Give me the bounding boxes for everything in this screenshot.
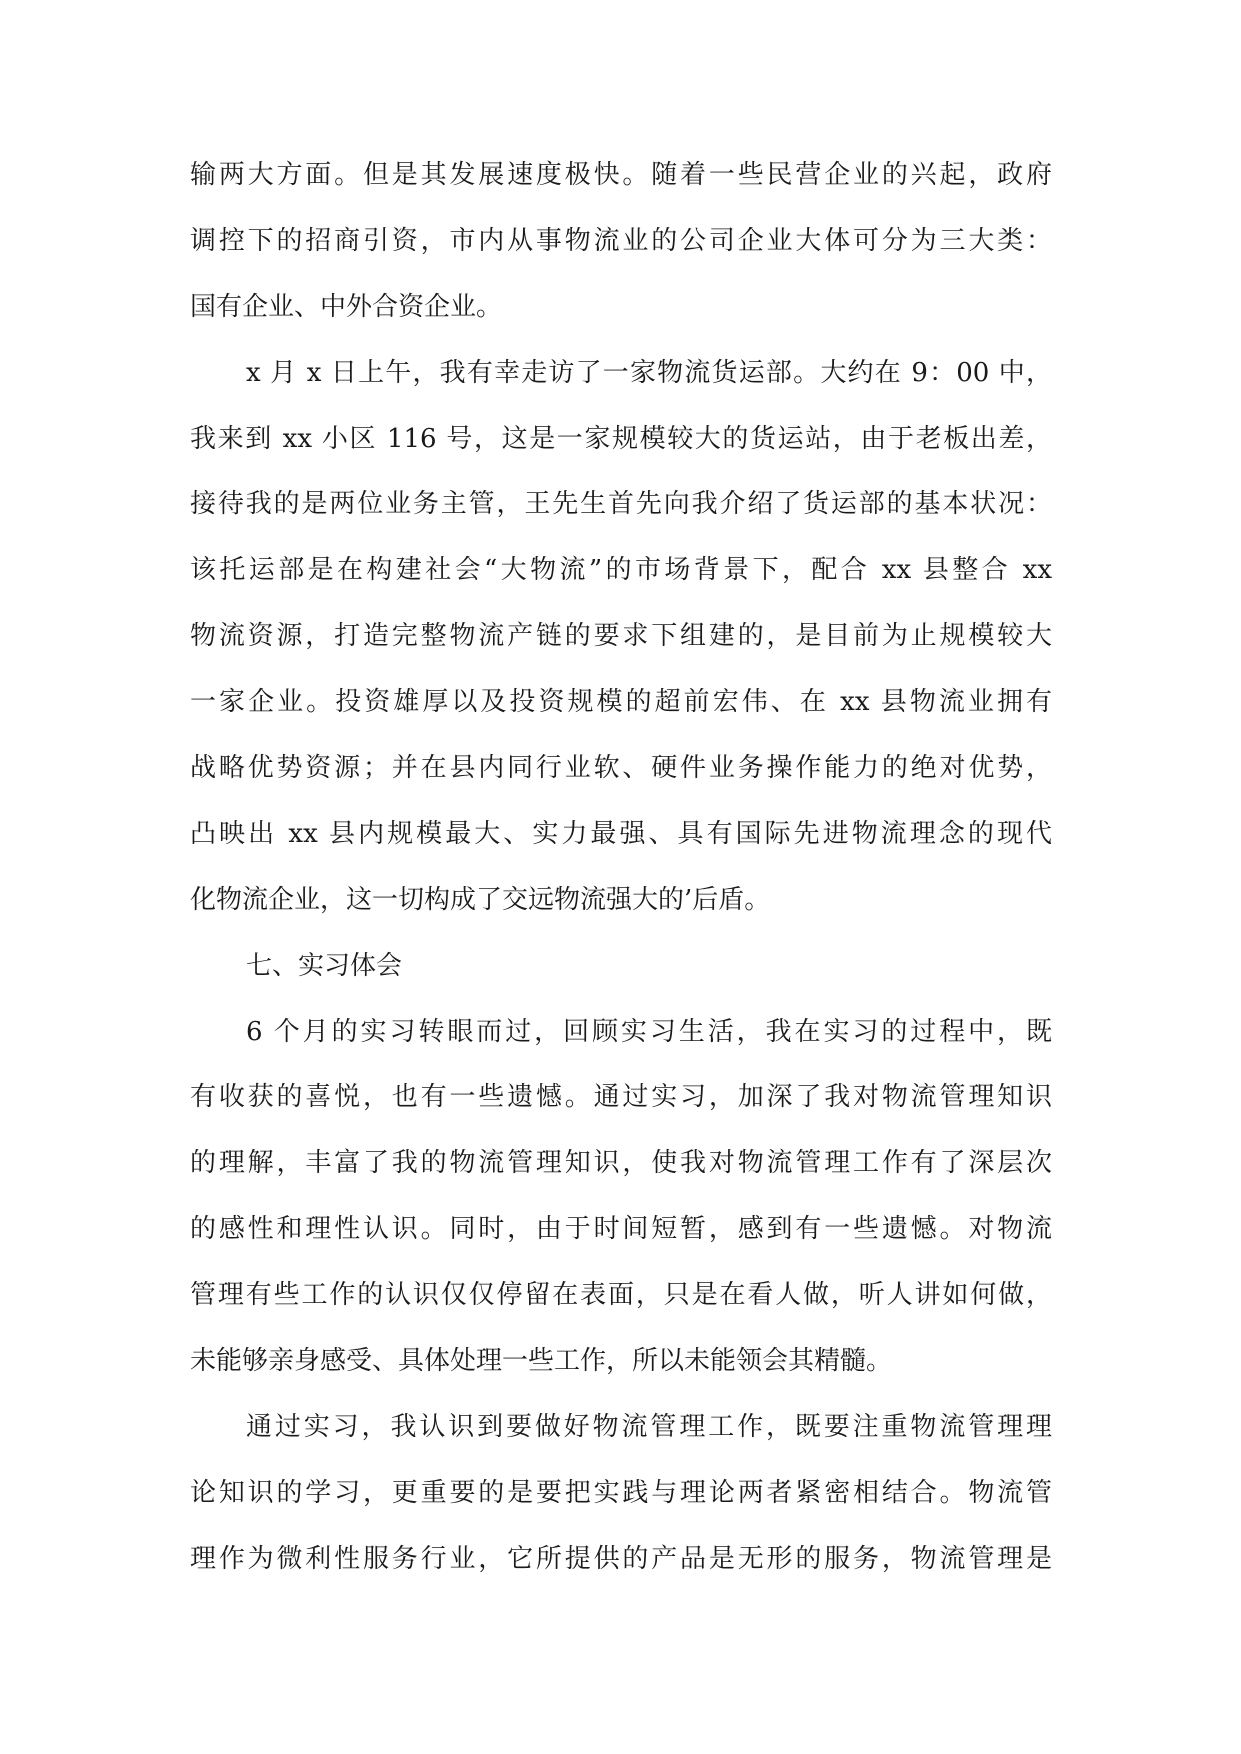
text-line: 调控下的招商引资，市内从事物流业的公司企业大体可分为三大类： bbox=[190, 225, 1052, 256]
text-line: 输两大方面。但是其发展速度极快。随着一些民营企业的兴起，政府 bbox=[190, 160, 1052, 190]
text-line: 管理有些工作的认识仅仅停留在表面，只是在看人做，听人讲如何做， bbox=[190, 1280, 1052, 1311]
text-line: 国有企业、中外合资企业。 bbox=[190, 291, 503, 322]
text-line: 论知识的学习，更重要的是要把实践与理论两者紧密相结合。物流管 bbox=[190, 1477, 1052, 1508]
text-line: 未能够亲身感受、具体处理一些工作，所以未能领会其精髓。 bbox=[190, 1346, 893, 1377]
text-line: 理作为微利性服务行业，它所提供的产品是无形的服务，物流管理是 bbox=[190, 1543, 1052, 1574]
text-line: 物流资源，打造完整物流产链的要求下组建的，是目前为止规模较大 bbox=[190, 621, 1052, 652]
text-line: 该托运部是在构建社会“大物流”的市场背景下，配合 xx 县整合 xx bbox=[190, 555, 1052, 586]
text-line: 化物流企业，这一切构成了交远物流强大的’后盾。 bbox=[190, 884, 771, 915]
text-line: 我来到 xx 小区 116 号，这是一家规模较大的货运站，由于老板出差， bbox=[190, 423, 1052, 454]
text-line: 一家企业。投资雄厚以及投资规模的超前宏伟、在 xx 县物流业拥有 bbox=[190, 687, 1052, 718]
text-line: 接待我的是两位业务主管，王先生首先向我介绍了货运部的基本状况： bbox=[190, 489, 1052, 520]
text-line: 凸映出 xx 县内规模最大、实力最强、具有国际先进物流理念的现代 bbox=[190, 818, 1052, 849]
text-line: x 月 x 日上午，我有幸走访了一家物流货运部。大约在 9：00 中， bbox=[246, 357, 1052, 388]
text-line: 的感性和理性认识。同时，由于时间短暂，感到有一些遗憾。对物流 bbox=[190, 1214, 1052, 1245]
document-body bbox=[190, 160, 1052, 1610]
text-line: 通过实习，我认识到要做好物流管理工作，既要注重物流管理理 bbox=[246, 1411, 1052, 1442]
text-line: 6 个月的实习转眼而过，回顾实习生活，我在实习的过程中，既 bbox=[246, 1016, 1052, 1047]
text-line: 战略优势资源；并在县内同行业软、硬件业务操作能力的绝对优势， bbox=[190, 753, 1052, 784]
text-line: 的理解，丰富了我的物流管理知识，使我对物流管理工作有了深层次 bbox=[190, 1148, 1052, 1179]
text-line: 有收获的喜悦，也有一些遗憾。通过实习，加深了我对物流管理知识 bbox=[190, 1082, 1052, 1113]
section-heading: 七、实习体会 bbox=[246, 950, 403, 981]
